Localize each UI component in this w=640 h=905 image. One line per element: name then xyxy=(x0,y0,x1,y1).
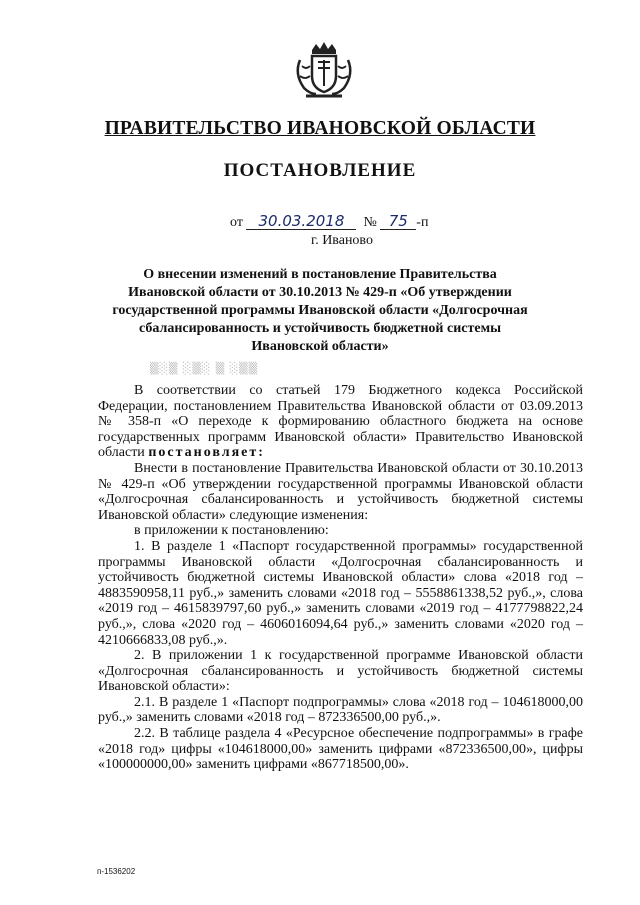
handwritten-number: 75 xyxy=(380,214,416,230)
document-type: ПОСТАНОВЛЕНИЕ xyxy=(223,160,417,181)
document-title: О внесении изменений в постановление Правительства Ивановской области от 30.10.2013 № 429-п «Об утверждении государственной программы Ивановской области «Долгосрочная сбалансированность и устойчивость бюджетной системы Ивановской области» xyxy=(112,267,528,354)
coat-of-arms-icon xyxy=(292,40,356,104)
date-number-line xyxy=(230,214,428,231)
paragraph: в приложении к постановлению: xyxy=(134,523,329,539)
paragraph: Внести в постановление Правительства Ивановской области от 30.10.2013 № 429-п «Об утверждении государственной программы Ивановской области «Долгосрочная сбалансированность и устойчивость бюджетной системы Ивановской области» следующие изменения: xyxy=(98,460,583,523)
handwritten-date: 30.03.2018 xyxy=(246,214,356,230)
city: г. Иваново xyxy=(311,233,373,248)
paragraph: 2. В приложении 1 к государственной программе Ивановской области «Долгосрочная сбалансированность и устойчивость бюджетной системы Ивановской области»: xyxy=(98,648,583,695)
paragraph: 1. В разделе 1 «Паспорт государственной программы» государственной программы Ивановской области «Долгосрочная сбалансированность и устойчивость бюджетной системы Ивановской области» слова «2018 год – 4883590958,11 руб.,» заменить словами «2018 год – 5558861338,52 руб.,», слова «2019 год – 4615839797,60 руб.,» заменить словами «2019 год – 4177798822,24 руб.,», слова «2020 год – 4606016094,64 руб.,» заменить словами «2020 год – 4210666833,08 руб.,». xyxy=(98,538,583,648)
document-body xyxy=(98,383,583,773)
document-code: п-1536202 xyxy=(97,867,136,876)
paragraph-preamble xyxy=(98,383,583,461)
preamble-text: В соответствии со статьей 179 Бюджетного кодекса Российской Федерации, постановлением Правительства Ивановской области от 03.09.2013 № 358-п «О переходе к формированию областного бюджета на основе государственных программ Ивановской области» Правительство Ивановской области xyxy=(98,383,583,461)
faded-stamp-mark: ▒░▒ ░▒░ ▒ ░▒▒ xyxy=(150,362,259,375)
date-prefix: от xyxy=(230,215,243,230)
number-label: № xyxy=(363,215,377,230)
paragraph: 2.1. В разделе 1 «Паспорт подпрограммы» слова «2018 год – 104618000,00 руб.,» заменить словами «2018 год – 872336500,00 руб.,». xyxy=(98,694,583,726)
decree-word: постановляет: xyxy=(148,445,265,461)
paragraph: 2.2. В таблице раздела 4 «Ресурсное обеспечение подпрограммы» в графе «2018 год» цифры «104618000,00» заменить цифрами «872336500,00», цифры «100000000,00» заменить цифрами «867718500,00». xyxy=(98,726,583,773)
organization-name: ПРАВИТЕЛЬСТВО ИВАНОВСКОЙ ОБЛАСТИ xyxy=(104,118,536,139)
number-suffix: -п xyxy=(416,215,429,230)
